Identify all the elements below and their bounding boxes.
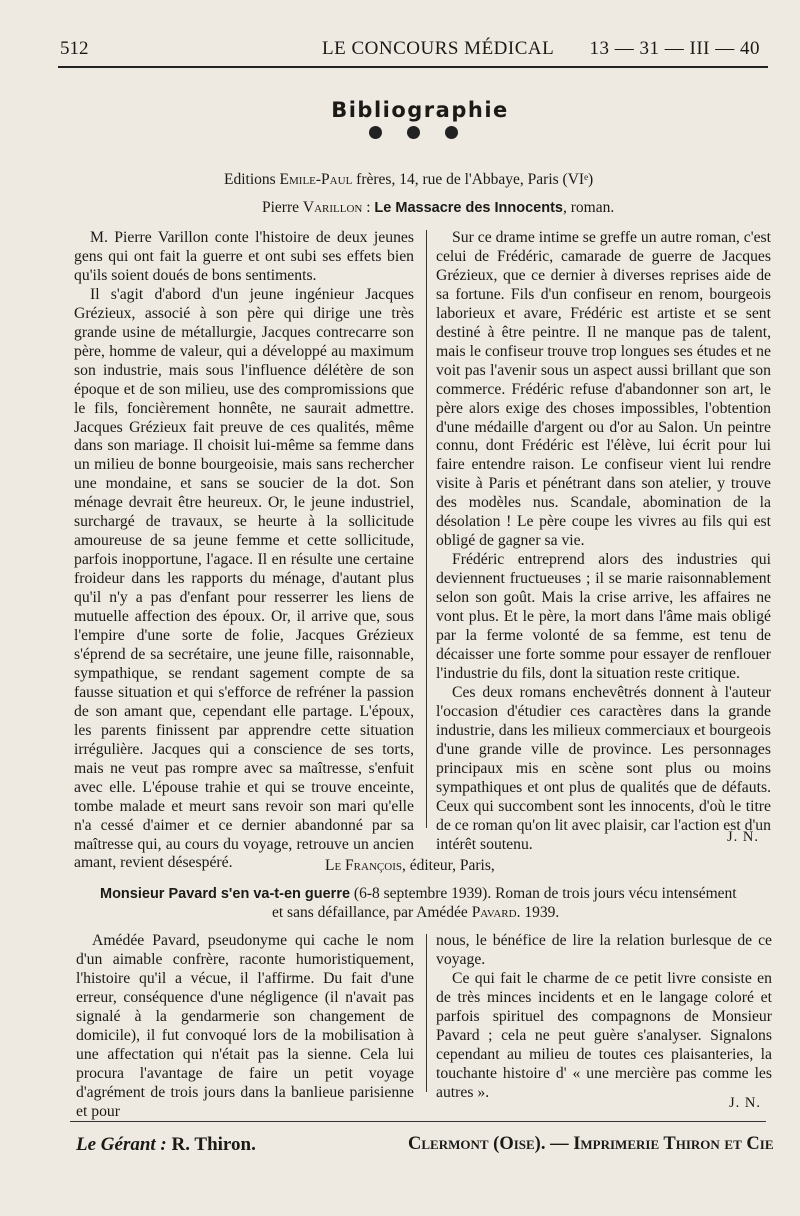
review2-book-line-2: [272, 904, 559, 922]
review2-publisher-line: [325, 857, 495, 875]
column-divider: [426, 934, 427, 1092]
publisher-address: , éditeur, Paris,: [401, 857, 495, 874]
paragraph: Ce qui fait le charme de ce petit livre consiste en de très minces incidents et en le langage coloré et parfois spirituel des compagnons de Monsieur Pavard ; cela ne peut guère s'analyser. Signalons cependant au milieu de toutes ces plaisanteries, la touchante histoire d' « une mercière pas comme les autres ».: [436, 969, 772, 1101]
book-year: . 1939.: [516, 904, 560, 921]
column-divider: [426, 230, 427, 828]
author-prefix: Pierre: [262, 199, 300, 216]
review2-book-line: [100, 885, 737, 903]
paragraph: Il s'agit d'abord d'un jeune ingénieur Jacques Grézieux, associé à son père qui dirige une très grande usine de métallurgie, Jacques contrecarre son père, homme de valeur, qui a développé au maximum son industrie, mais sous l'influence délétère de son époque et de son milieu, use des compromissions que le fils, foncièrement honnête, ne saurait admettre. Jacques Grézieux fait preuve de ces qualités, même dans son mariage. Il choisit lui-même sa femme dans un milieu de bonne bourgeoisie, mais sans rechercher une mondaine, et sans se soucier de la dot. Son ménage devrait être heureux. Or, le jeune industriel, surchargé de travaux, se heurte à la sollicitude amoureuse de sa jeune femme et cette sollicitude, parfois inopportune, l'agace. Il en résulte une certaine froideur dans les rapports du ménage, d'autant plus qu'il n'y a pas d'enfant pour resserrer les liens de mutuelle affection des époux. Or, il arrive que, sous l'empire d'une sorte de folie, Jacques Grézieux s'éprend de sa secrétaire, une jeune fille, raisonnable, sympathique, se rendant sagement compte de sa fausse situation et qui s'efforce de refréner la passion de son amant que, cependant elle partage. L'époux, les parents finissent par apprendre cette situation irrégulière. Jacques qui a conscience de ses torts, mais ne veut pas rompre avec sa maîtresse, s'enfuit avec elle. L'épouse trahie et qui se trouve enceinte, tombe malade et meurt sans revoir son mari qu'elle n'a cessé d'aimer et ce dernier abandonné par sa maîtresse qui, au cours du voyage, retrouve un ancien amant, revient désespéré.: [74, 285, 414, 872]
review1-left-column: [74, 229, 414, 873]
book-author: Pavard: [471, 904, 517, 921]
manager-name: R. Thiron.: [171, 1134, 256, 1155]
issue-reference: 13 — 31 — III — 40: [589, 38, 760, 59]
paragraph: Amédée Pavard, pseudonyme qui cache le nom d'un aimable confrère, raconte humoristiquement, l'histoire qu'il a vécue, il l'affirme. Du fait d'une erreur, conséquence d'une négligence (il n'avait pas signalé à la gendarmerie son changement de domicile), il fut convoqué lors de la mobilisation à une affectation qui n'était pas la sienne. Cela lui procura l'avantage de faire un petit voyage d'agrément de trois jours dans la banlieue parisienne et pour: [76, 932, 414, 1120]
paragraph: Frédéric entreprend alors des industries qui deviennent fructueuses ; il se marie raisonnablement selon son goût. Mais la crise arrive, les affaires ne vont plus. Et le père, la mort dans l'âme mais obligé par la ferme volonté de sa femme, est tenu de décaisser une forte somme pour essayer de renflouer l'industrie du fils, dont la situation reste critique.: [436, 551, 771, 682]
footer-manager: [76, 1134, 256, 1156]
review1-signature: J. N.: [727, 829, 759, 845]
footer-printer: Clermont (Oise). — Imprimerie Thiron et Cie: [408, 1134, 774, 1154]
paragraph: M. Pierre Varillon conte l'histoire de deux jeunes gens qui ont fait la guerre et ont subi ses effets bien qu'ils soient doués de bons sentiments.: [74, 229, 414, 284]
manager-label: Le Gérant :: [76, 1134, 167, 1155]
ornament-dot: [369, 126, 382, 139]
publisher-name: Emile-Paul: [279, 171, 353, 188]
paragraph: Ces deux romans enchevêtrés donnent à l'auteur l'occasion d'étudier ces caractères dans la grande industrie, dans les milieux commerciaux et bourgeois d'une grande ville de province. Les personnages principaux mis en scène sont plus ou moins sympathiques et ont plus de qualités que de défauts. Ceux qui succombent sont les innocents, d'où le titre de ce roman qu'on lit avec plaisir, car l'action est d'un intérêt soutenu.: [436, 683, 771, 853]
ornament-dot: [407, 126, 420, 139]
author-name: Varillon: [302, 199, 363, 216]
paragraph: Sur ce drame intime se greffe un autre roman, c'est celui de Frédéric, camarade de guerre de Jacques Grézieux, que ce dernier à diverses reprises aide de sa fortune. Fils d'un confiseur en renom, bourgeois laborieux et avare, Frédéric est artiste et se sent destiné à être peintre. Il ne manque pas de talent, mais le confiseur trouve trop longues ses études et ne voit pas l'avenir sous un aspect aussi brillant que son commerce. Frédéric refuse d'abandonner son art, le père alors exige des choses impossibles, l'obtention d'une médaille d'argent ou d'or au Salon. Un peintre connu, dont Frédéric est l'élève, lui écrit pour lui faire entendre raison. Le confiseur vient lui rendre visite à Paris et pénétrant dans son atelier, y trouve des modèles nus. Scandale, abomination de la désolation ! Le père coupe les vivres au fils qui est obligé de gagner sa vie.: [436, 229, 771, 550]
ornament-dot: [445, 126, 458, 139]
running-header: [60, 36, 760, 62]
section-title: Bibliographie: [331, 98, 509, 122]
review1-right-column: [436, 229, 771, 854]
review2-signature: J. N.: [729, 1095, 761, 1111]
paragraph-continuation: nous, le bénéfice de lire la relation burlesque de ce voyage.: [436, 932, 772, 968]
review2-right-column: [436, 932, 772, 1103]
footer-rule: [70, 1121, 766, 1122]
review1-book-line: Pierre Varillon : Le Massacre des Innocents, roman.: [262, 199, 615, 216]
review2-left-column: [76, 932, 414, 1122]
book-title: Monsieur Pavard s'en va-t-en guerre: [100, 886, 351, 902]
journal-title: LE CONCOURS MÉDICAL: [322, 38, 555, 59]
publisher-name: Le François: [325, 857, 402, 874]
header-rule: [58, 66, 768, 68]
publisher-address: frères, 14, rue de l'Abbaye, Paris (VIᵉ): [356, 171, 594, 188]
review1-publisher-line: [224, 171, 593, 189]
book-title: Le Massacre des Innocents: [374, 200, 563, 216]
book-genre: , roman.: [563, 199, 615, 216]
page-number: 512: [60, 38, 89, 59]
publisher-prefix: Editions: [224, 171, 276, 188]
book-description-cont: et sans défaillance, par Amédée: [272, 904, 468, 921]
ornament-dots: [369, 126, 469, 142]
book-description: (6-8 septembre 1939). Roman de trois jours vécu intensément: [350, 885, 737, 902]
